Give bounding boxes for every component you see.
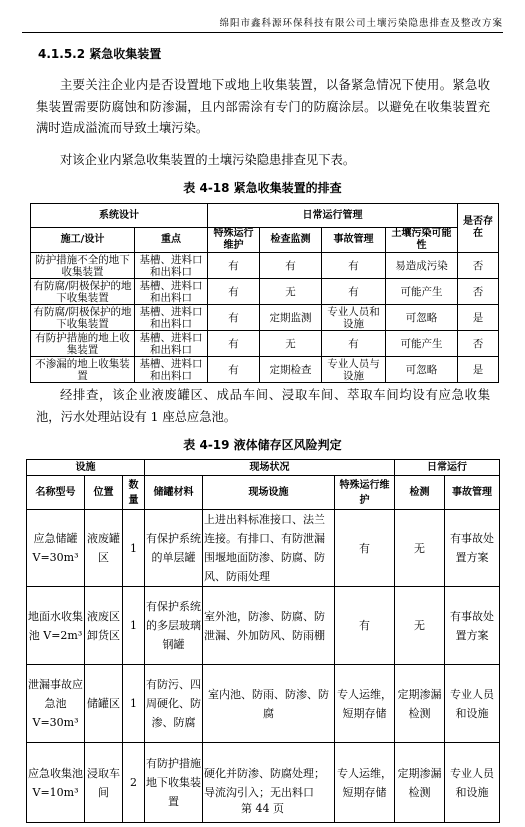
table-row — [31, 253, 499, 279]
cell: 应急收集池 V=10m³ — [27, 743, 85, 823]
cell: 是 — [458, 305, 499, 331]
cell: 基槽、进料口和出料口 — [135, 305, 208, 331]
cell: 专人运维，短期存储 — [335, 665, 395, 743]
cell: 专业人员和设施 — [322, 305, 386, 331]
t18-col-monitoring: 检查监测 — [260, 228, 322, 253]
cell: 液废区卸货区 — [85, 587, 123, 665]
cell: 基槽、进料口和出料口 — [135, 253, 208, 279]
cell: 不渗漏的地上收集装置 — [31, 357, 135, 383]
cell: 有 — [208, 331, 260, 357]
paragraph-table-intro: 对该企业内紧急收集装置的土壤污染隐患排查见下表。 — [60, 153, 356, 167]
t18-group-ops: 日常运行管理 — [208, 204, 458, 228]
t18-col-exists: 是否存在 — [458, 204, 499, 253]
section-heading: 4.1.5.2 紧急收集装置 — [38, 47, 162, 61]
t19-group-ops: 日常运行 — [395, 460, 500, 476]
cell: 定期检查 — [260, 357, 322, 383]
cell: 否 — [458, 331, 499, 357]
t18-col-construction: 施工/设计 — [31, 228, 135, 253]
cell: 定期渗漏检测 — [395, 665, 445, 743]
t19-group-facility: 设施 — [27, 460, 145, 476]
cell: 硬化并防渗、防腐处理；导流沟引入；无出料口 — [203, 743, 335, 823]
cell: 浸取车间 — [85, 743, 123, 823]
t19-col-facilities: 现场设施 — [203, 476, 335, 510]
cell: 基槽、进料口和出料口 — [135, 331, 208, 357]
table-row — [27, 587, 500, 665]
cell: 无 — [395, 510, 445, 587]
cell: 是 — [458, 357, 499, 383]
t19-group-site: 现场状况 — [145, 460, 395, 476]
cell: 室内池、防雨、防渗、防腐 — [203, 665, 335, 743]
page-header — [22, 10, 503, 33]
cell: 无 — [260, 279, 322, 305]
cell: 有防腐/阴极保护的地下收集装置 — [31, 279, 135, 305]
cell: 1 — [123, 510, 145, 587]
table-row — [31, 279, 499, 305]
cell: 无 — [395, 587, 445, 665]
cell: 1 — [123, 587, 145, 665]
cell: 专业人员和设施 — [445, 665, 500, 743]
cell: 有防污、四周硬化、防渗、防腐 — [145, 665, 203, 743]
cell: 易造成污染 — [386, 253, 458, 279]
t18-col-maintenance: 特殊运行维护 — [208, 228, 260, 253]
cell: 有防腐/阴极保护的地下收集装置 — [31, 305, 135, 331]
t19-col-quantity: 数量 — [123, 476, 145, 510]
cell: 有 — [335, 510, 395, 587]
cell: 否 — [458, 253, 499, 279]
cell: 可忽略 — [386, 357, 458, 383]
cell: 储罐区 — [85, 665, 123, 743]
cell: 无 — [260, 331, 322, 357]
table18-caption: 表 4-18 紧急收集装置的排查 — [183, 181, 342, 195]
cell: 专业人员和设施 — [445, 743, 500, 823]
t19-col-incident: 事故管理 — [445, 476, 500, 510]
cell: 定期监测 — [260, 305, 322, 331]
table-row — [27, 665, 500, 743]
cell: 有 — [322, 331, 386, 357]
table-liquid-storage-risk — [26, 459, 500, 823]
cell: 上进出料标准接口、法兰连接。有排口、有防泄漏围堰地面防渗、防腐、防风、防雨处理 — [203, 510, 335, 587]
t18-col-incident: 事故管理 — [322, 228, 386, 253]
cell: 室外池，防渗、防腐、防泄漏、外加防风、防雨棚 — [203, 587, 335, 665]
t18-col-pollution: 土壤污染可能性 — [386, 228, 458, 253]
page-number: 第 44 页 — [241, 802, 284, 815]
table-emergency-collection — [30, 203, 499, 383]
paragraph-intro: 主要关注企业内是否设置地下或地上收集装置，以备紧急情况下使用。紧急收集装置需要防腐蚀和防渗漏，且内部需涂有专门的防腐涂层。以避免在收集装置充满时造成溢流而导致土壤污染。 — [36, 78, 490, 135]
table-row — [31, 357, 499, 383]
cell: 基槽、进料口和出料口 — [135, 357, 208, 383]
cell: 可能产生 — [386, 331, 458, 357]
cell: 有保护系统的单层罐 — [145, 510, 203, 587]
cell: 专人运维，短期存储 — [335, 743, 395, 823]
t19-col-name: 名称型号 — [27, 476, 85, 510]
cell: 液废罐区 — [85, 510, 123, 587]
cell: 有事故处置方案 — [445, 587, 500, 665]
t18-col-focus: 重点 — [135, 228, 208, 253]
cell: 有 — [335, 587, 395, 665]
t19-col-material: 储罐材料 — [145, 476, 203, 510]
cell: 否 — [458, 279, 499, 305]
cell: 可忽略 — [386, 305, 458, 331]
cell: 有 — [322, 253, 386, 279]
cell: 应急储罐 V=30m³ — [27, 510, 85, 587]
cell: 2 — [123, 743, 145, 823]
t19-col-maintenance: 特殊运行维护 — [335, 476, 395, 510]
cell: 基槽、进料口和出料口 — [135, 279, 208, 305]
cell: 有 — [208, 253, 260, 279]
cell: 有保护系统的多层玻璃钢罐 — [145, 587, 203, 665]
cell: 定期渗漏检测 — [395, 743, 445, 823]
cell: 可能产生 — [386, 279, 458, 305]
cell: 专业人员与设施 — [322, 357, 386, 383]
cell: 有 — [208, 305, 260, 331]
table-row — [27, 510, 500, 587]
cell: 1 — [123, 665, 145, 743]
paragraph-findings: 经排查，该企业液废罐区、成品车间、浸取车间、萃取车间均设有应急收集池，污水处理站设有 1 座总应急池。 — [36, 388, 490, 424]
cell: 有 — [322, 279, 386, 305]
table19-caption: 表 4-19 液体储存区风险判定 — [183, 438, 342, 452]
cell: 有防护措施的地上收集装置 — [31, 331, 135, 357]
cell: 防护措施不全的地下收集装置 — [31, 253, 135, 279]
t18-group-design: 系统设计 — [31, 204, 208, 228]
header-title: 绵阳市鑫科源环保科技有限公司土壤污染隐患排查及整改方案 — [219, 18, 503, 29]
table-row — [31, 331, 499, 357]
t19-col-location: 位置 — [85, 476, 123, 510]
cell: 有 — [208, 357, 260, 383]
cell: 有 — [208, 279, 260, 305]
table-row — [31, 305, 499, 331]
cell: 泄漏事故应急池 V=30m³ — [27, 665, 85, 743]
cell: 有 — [260, 253, 322, 279]
cell: 地面水收集池 V=2m³ — [27, 587, 85, 665]
t19-col-inspection: 检测 — [395, 476, 445, 510]
cell: 有事故处置方案 — [445, 510, 500, 587]
cell: 有防护措施地下收集装置 — [145, 743, 203, 823]
